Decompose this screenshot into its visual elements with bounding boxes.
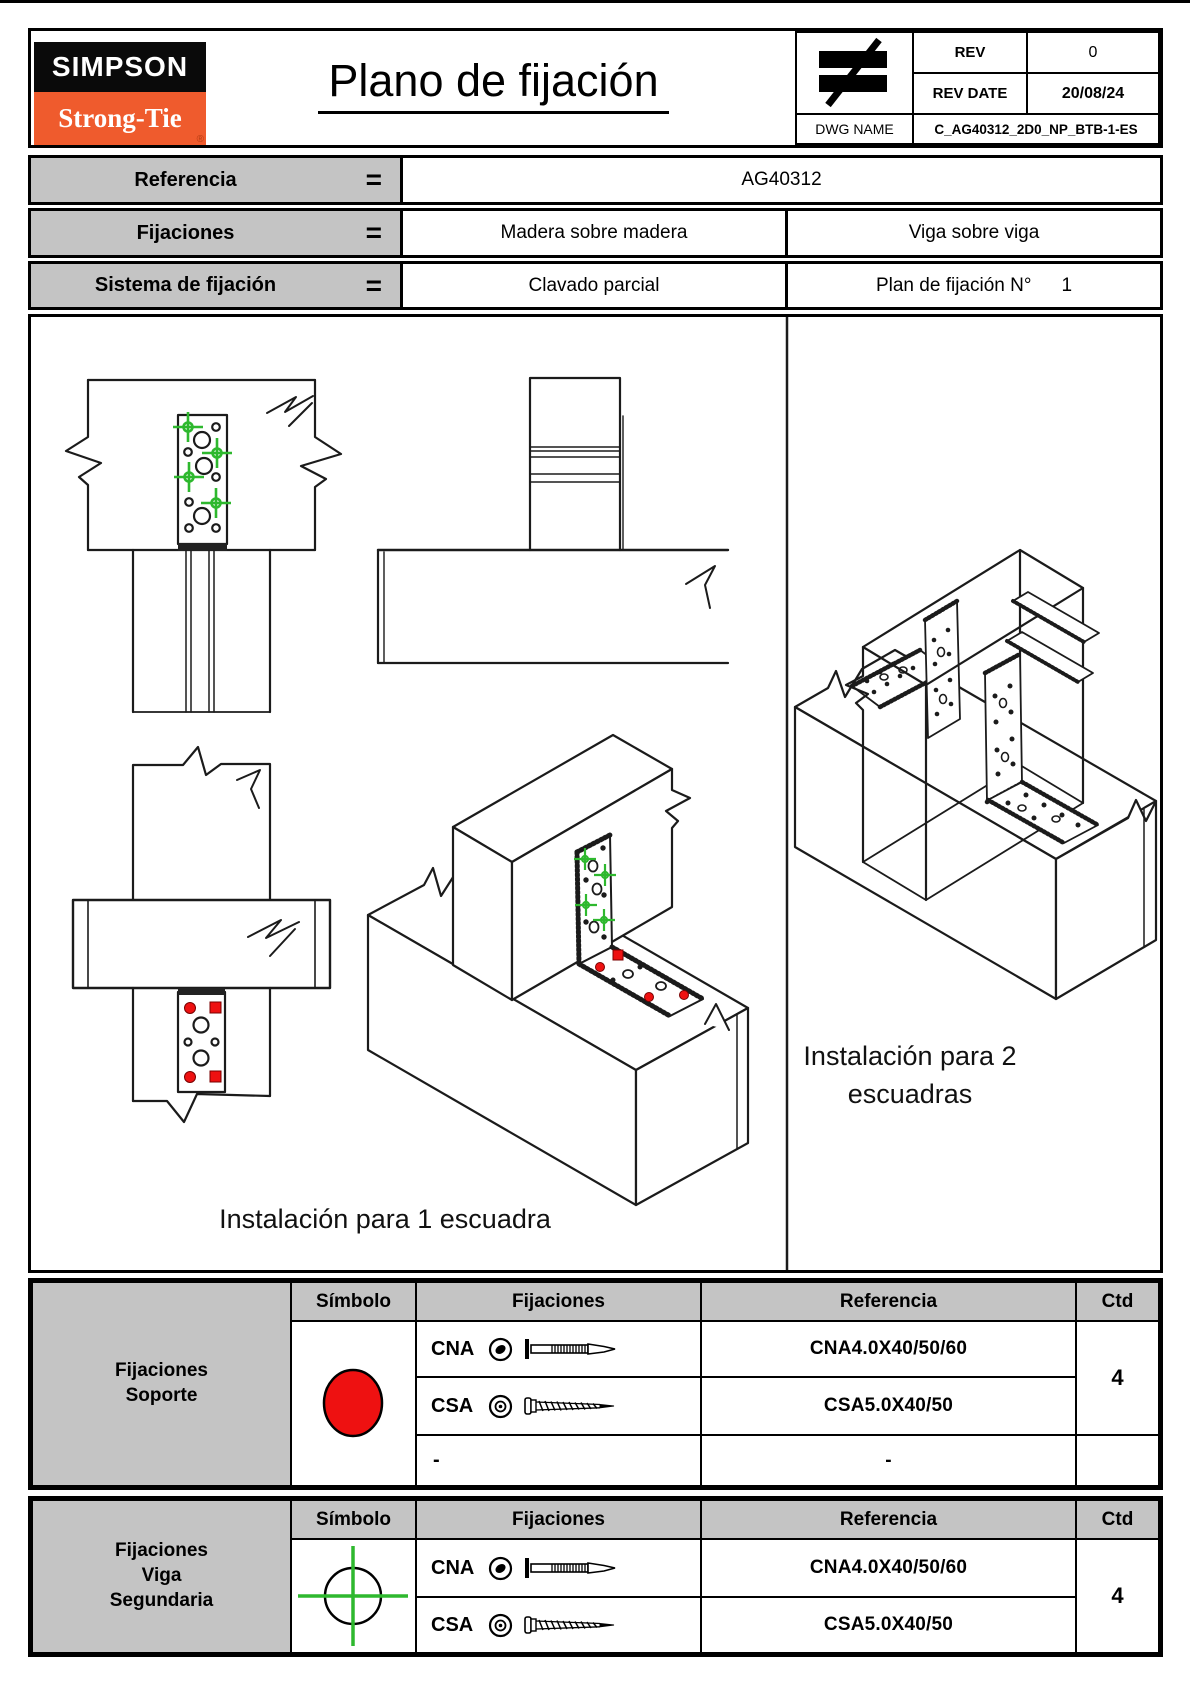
brand-logo-bottom — [34, 92, 206, 145]
equals-sign: = — [365, 269, 382, 301]
row-label-line: Soporte — [125, 1385, 198, 1406]
row-label-line: Fijaciones — [115, 1360, 208, 1382]
dwg-name-value: C_AG40312_2D0_NP_BTB-1-ES — [934, 121, 1138, 137]
rev-date-value: 20/08/24 — [1061, 84, 1125, 102]
reference-cell: CSA5.0X40/50 — [700, 1376, 1077, 1436]
qty-cell-empty — [1075, 1434, 1160, 1487]
row-label-line: Fijaciones — [115, 1540, 208, 1562]
cna-nail-icon — [524, 1336, 639, 1362]
info-value-right: Viga sobre viga — [908, 222, 1040, 243]
rev-label: REV — [954, 44, 986, 61]
info-row-fijaciones — [28, 208, 1163, 258]
symbol-cell-secondary — [290, 1538, 417, 1654]
registered-mark: ® — [196, 134, 204, 145]
info-value-left-cell — [403, 211, 788, 255]
iso-view-one-bracket — [368, 735, 748, 1205]
brand-name-top: SIMPSON — [51, 51, 189, 82]
qty-cell — [1075, 1538, 1160, 1654]
info-label-cell — [31, 158, 403, 202]
info-row-sistema — [28, 261, 1163, 310]
rev-date-value-cell — [1026, 72, 1160, 115]
plan-label: Plan de fijación N° — [875, 274, 1032, 296]
csa-head-icon — [487, 1393, 514, 1420]
rev-value-cell — [1026, 31, 1160, 74]
fixing-row-csa — [415, 1596, 702, 1654]
info-value-right-cell — [788, 211, 1160, 255]
info-value-left: Clavado parcial — [528, 274, 660, 296]
rev-value: 0 — [1088, 43, 1098, 61]
red-circle-symbol-icon — [292, 1322, 415, 1485]
row-label-cell — [31, 1281, 292, 1487]
fixing-code: CSA — [431, 1613, 474, 1636]
plan-number: 1 — [1061, 274, 1073, 296]
cna-head-icon — [487, 1555, 514, 1582]
top-edge-line — [0, 0, 1190, 3]
rev-date-label: REV DATE — [932, 85, 1008, 102]
csa-screw-icon — [524, 1393, 639, 1419]
green-crosshair-symbol-icon — [292, 1540, 415, 1652]
fixing-row-cna — [415, 1538, 702, 1598]
info-label-cell — [31, 264, 403, 307]
reference-cell: CSA5.0X40/50 — [700, 1596, 1077, 1654]
rev-date-label-cell — [912, 72, 1028, 115]
info-row-referencia — [28, 155, 1163, 205]
qty-value: 4 — [1111, 1583, 1124, 1608]
front-view-bracket-under-beam — [73, 747, 330, 1122]
front-view-bracket-face — [66, 380, 341, 712]
fixing-row-empty — [415, 1434, 702, 1487]
caption-two-brackets-line2: escuadras — [847, 1078, 973, 1109]
brand-name-bottom: Strong-Tie — [58, 103, 182, 133]
col-header-simbolo: Símbolo — [290, 1281, 417, 1322]
not-equal-projection-icon — [797, 33, 912, 113]
info-value-cell — [403, 158, 1160, 202]
title-block — [28, 28, 1163, 148]
dwg-name-value-cell — [912, 113, 1160, 145]
row-label-cell — [31, 1499, 292, 1654]
fixing-row-csa — [415, 1376, 702, 1436]
csa-screw-icon — [524, 1612, 639, 1638]
info-label-cell — [31, 211, 403, 255]
fixing-row-cna — [415, 1320, 702, 1378]
qty-value: 4 — [1111, 1365, 1124, 1390]
projection-symbol-cell — [795, 31, 914, 115]
csa-head-icon — [487, 1612, 514, 1639]
page-title: Plano de fijación — [216, 55, 771, 107]
caption-two-brackets — [790, 1038, 1030, 1114]
equals-sign: = — [365, 217, 382, 248]
iso-view-two-brackets — [795, 550, 1156, 999]
equals-sign: = — [365, 164, 382, 195]
dwg-name-label: DWG NAME — [815, 121, 894, 137]
reference-cell: CNA4.0X40/50/60 — [700, 1538, 1077, 1598]
cna-nail-icon — [524, 1555, 639, 1581]
col-header-simbolo: Símbolo — [290, 1499, 417, 1540]
info-label: Referencia — [134, 168, 237, 191]
symbol-cell-support — [290, 1320, 417, 1487]
col-header-ctd: Ctd — [1075, 1499, 1160, 1540]
col-header-fijaciones: Fijaciones — [415, 1281, 702, 1322]
brand-logo — [34, 42, 206, 145]
row-label-line: Viga — [141, 1565, 182, 1587]
col-header-ctd: Ctd — [1075, 1281, 1160, 1322]
fixing-code: CSA — [431, 1394, 474, 1417]
fixing-code: - — [433, 1449, 440, 1471]
fixing-code: CNA — [431, 1556, 475, 1579]
side-view-post-on-beam — [378, 378, 728, 663]
info-value-left: Madera sobre madera — [500, 222, 688, 243]
col-header-referencia: Referencia — [700, 1499, 1077, 1540]
drawing-area — [28, 314, 1163, 1273]
info-plan-cell — [788, 264, 1160, 307]
dwg-name-label-cell — [795, 113, 914, 145]
reference-cell-empty: - — [700, 1434, 1077, 1487]
technical-drawings — [31, 317, 1160, 1270]
fastener-table-support — [28, 1278, 1163, 1490]
row-label-line: Segundaria — [109, 1589, 214, 1611]
caption-one-bracket: Instalación para 1 escuadra — [219, 1204, 551, 1234]
info-label: Fijaciones — [136, 221, 235, 244]
rev-label-cell — [912, 31, 1028, 74]
brand-logo-top — [34, 42, 206, 92]
col-header-fijaciones: Fijaciones — [415, 1499, 702, 1540]
caption-two-brackets-line1: Instalación para 2 — [803, 1041, 1017, 1071]
info-value: AG40312 — [741, 169, 822, 190]
qty-cell — [1075, 1320, 1160, 1436]
info-value-left-cell — [403, 264, 788, 307]
reference-cell: CNA4.0X40/50/60 — [700, 1320, 1077, 1378]
col-header-referencia: Referencia — [700, 1281, 1077, 1322]
fixing-code: CNA — [431, 1337, 475, 1360]
cna-head-icon — [487, 1336, 514, 1363]
info-label: Sistema de fijación — [94, 274, 277, 296]
fastener-table-secondary-beam — [28, 1496, 1163, 1657]
